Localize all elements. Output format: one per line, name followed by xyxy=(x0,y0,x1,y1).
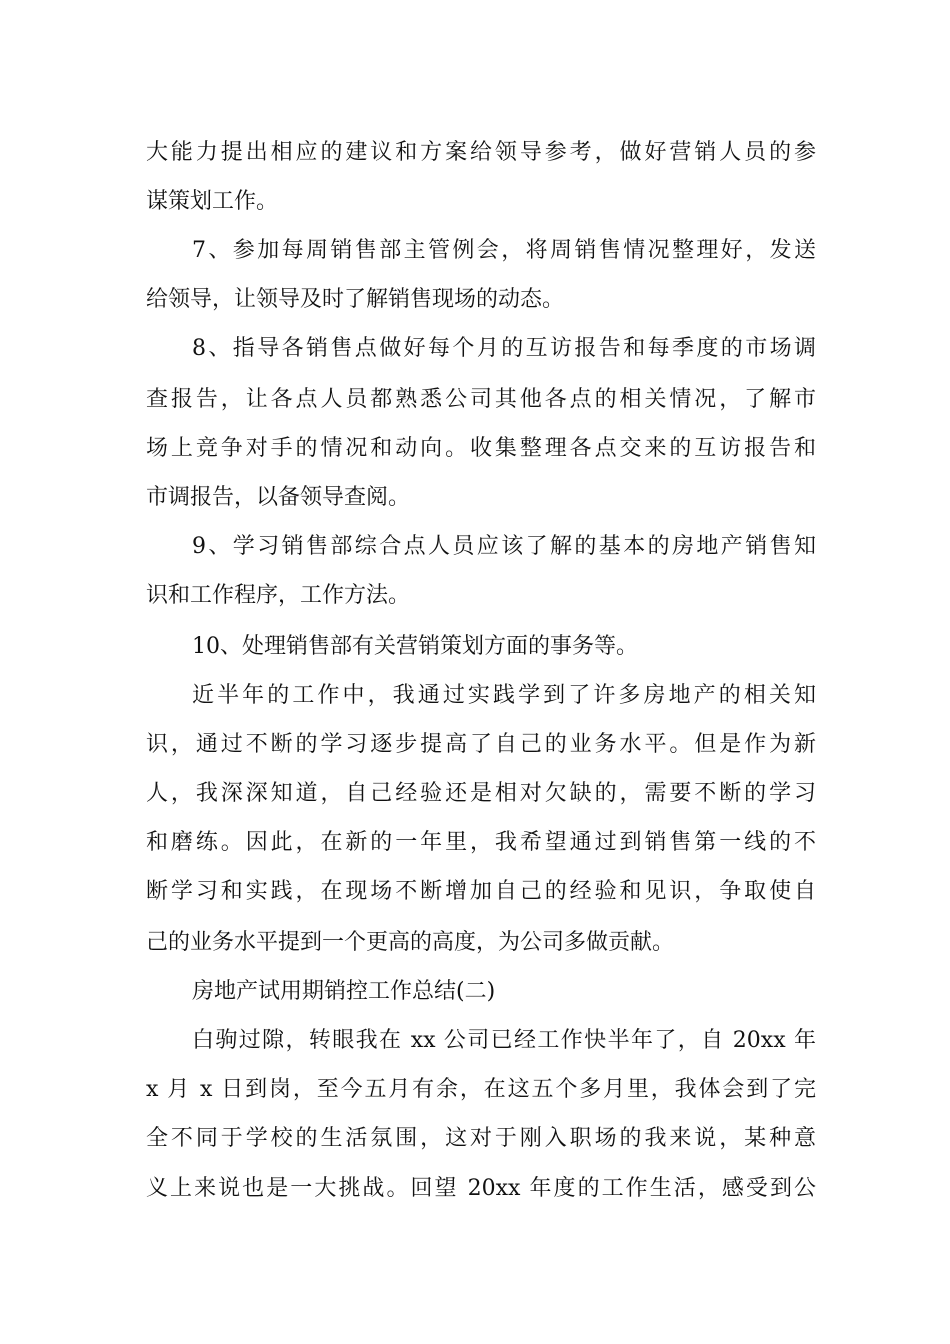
text-line: 谋策划工作。 xyxy=(146,189,279,214)
text-line: 给领导，让领导及时了解销售现场的动态。 xyxy=(146,287,565,312)
text-line: 近半年的工作中，我通过实践学到了许多房地产的相关知 xyxy=(192,683,816,708)
text-line: 8、指导各销售点做好每个月的互访报告和每季度的市场调 xyxy=(192,336,816,361)
text-line: x 月 x 日到岗，至今五月有余，在这五个多月里，我体会到了完 xyxy=(146,1077,816,1102)
text-line: 识和工作程序，工作方法。 xyxy=(146,583,411,608)
text-line: 全不同于学校的生活氛围，这对于刚入职场的我来说，某种意 xyxy=(146,1126,816,1151)
text-line: 白驹过隙，转眼我在 xx 公司已经工作快半年了，自 20xx 年 xyxy=(192,1028,816,1053)
section-heading: 房地产试用期销控工作总结(二) xyxy=(192,979,496,1004)
text-line: 7、参加每周销售部主管例会，将周销售情况整理好，发送 xyxy=(192,238,816,263)
text-line: 和磨练。因此，在新的一年里，我希望通过到销售第一线的不 xyxy=(146,830,816,855)
text-line: 己的业务水平提到一个更高的高度，为公司多做贡献。 xyxy=(146,930,675,955)
text-line: 查报告，让各点人员都熟悉公司其他各点的相关情况，了解市 xyxy=(146,387,816,412)
text-line: 9、学习销售部综合点人员应该了解的基本的房地产销售知 xyxy=(192,534,816,559)
text-line: 市调报告，以备领导查阅。 xyxy=(146,485,411,510)
text-line: 识，通过不断的学习逐步提高了自己的业务水平。但是作为新 xyxy=(146,732,816,757)
text-line: 场上竞争对手的情况和动向。收集整理各点交来的互访报告和 xyxy=(146,436,816,461)
text-line: 大能力提出相应的建议和方案给领导参考，做好营销人员的参 xyxy=(146,140,816,165)
text-line: 断学习和实践，在现场不断增加自己的经验和见识，争取使自 xyxy=(146,879,816,904)
text-line: 人，我深深知道，自己经验还是相对欠缺的，需要不断的学习 xyxy=(146,781,816,806)
text-line: 10、处理销售部有关营销策划方面的事务等。 xyxy=(192,634,638,659)
text-line: 义上来说也是一大挑战。回望 20xx 年度的工作生活，感受到公 xyxy=(146,1176,816,1201)
